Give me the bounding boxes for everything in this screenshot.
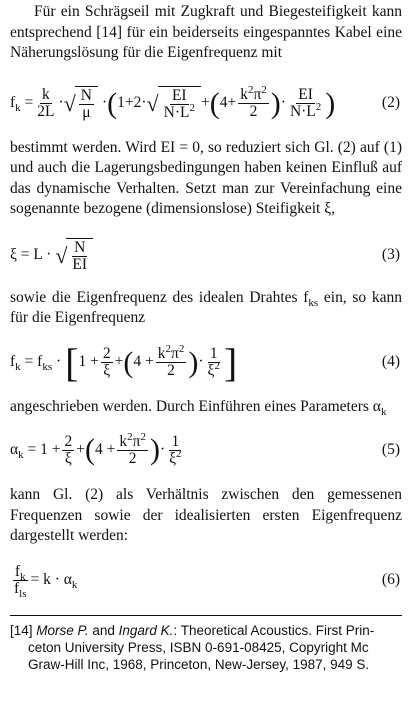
footnote-divider bbox=[10, 615, 402, 616]
equation-2-label: (2) bbox=[381, 94, 400, 112]
reference-14: [14] Morse P. and Ingard K.: Theoretical Acoustics. First Prin- ceton University Press, ISBN 0-691-08425, Copyright Mc Graw-Hill Inc, 1968, Princeton, New-Jersey, 1987, 949 S. bbox=[10, 622, 375, 672]
page bbox=[10, 2, 402, 673]
equation-5-label: (5) bbox=[381, 440, 400, 458]
paragraph-after-eq3: sowie die Eigenfrequenz des idealen Drahtes $f_{ks}$ ein, so kann für die Eigenfrequenz bbox=[10, 288, 402, 326]
paragraph-after-eq2: bestimmt werden. Wird EI = 0, so reduziert sich Gl. (2) auf (1) und auch die Lagerungsbedingungen haben keinen Einfluß auf das dynamische Verhalten. Setzt man zur Vereinfachung eine sogenannte bezogene (dimensionslose) Steifigkeit ξ, bbox=[10, 138, 402, 217]
paragraph-after-eq5: kann Gl. (2) als Verhältnis zwischen den gemessenen Frequenzen sowie der idealisierten ersten Eigenfrequenz dargestellt werden: bbox=[10, 486, 402, 544]
equation-6-label: (6) bbox=[381, 571, 400, 589]
equation-3-label: (3) bbox=[381, 246, 400, 264]
equation-5: $\alpha_k = 1$ + $\frac{2}{\xi}$ + ( 4 + $\frac{k^2\pi^2}{2}$ ) · $\frac{1}{\xi^2}$ (5) bbox=[10, 430, 400, 467]
reference-number: [14] bbox=[10, 622, 33, 638]
equation-4-label: (4) bbox=[381, 353, 400, 371]
paragraph-after-eq4: angeschrieben werden. Durch Einführen eines Parameters $\alpha_k$ bbox=[10, 397, 387, 418]
equation-4: $f_k = f_{ks}$ · [ 1 + $\frac{2}{\xi}$ + ( 4 + $\frac{k^2\pi^2}{2}$ ) · $\frac{1}{\xi^2}$ ] (4) bbox=[10, 339, 400, 385]
reference-author-2: Ingard K. bbox=[118, 622, 174, 638]
reference-author-1: Morse P. bbox=[36, 622, 89, 638]
equation-3: ξ = L · √ $\frac{N}{EI}$ (3) bbox=[10, 239, 400, 273]
equation-2: $f_k$ = $\frac{k}{2L}$ · √ $\frac{N}{\mu}$ · ( 1+2· √ $\frac{EI}{N\cdot L^2}$ + ( 4+ $\frac{k^2\pi^2}{2}$ ) · $\frac{EI}{N\cdot L^2}$ ) (2) bbox=[10, 83, 400, 121]
equation-6: $\frac{f_k}{f_{ls}}$ = $k \cdot \alpha_k$ (6) bbox=[14, 563, 400, 601]
intro-paragraph: Für ein Schrägseil mit Zugkraft und Biegesteifigkeit kann entsprechend [14] für ein beiderseits eingespanntes Kabel eine Näherungslösung für die Eigenfrequenz mit bbox=[10, 3, 402, 61]
